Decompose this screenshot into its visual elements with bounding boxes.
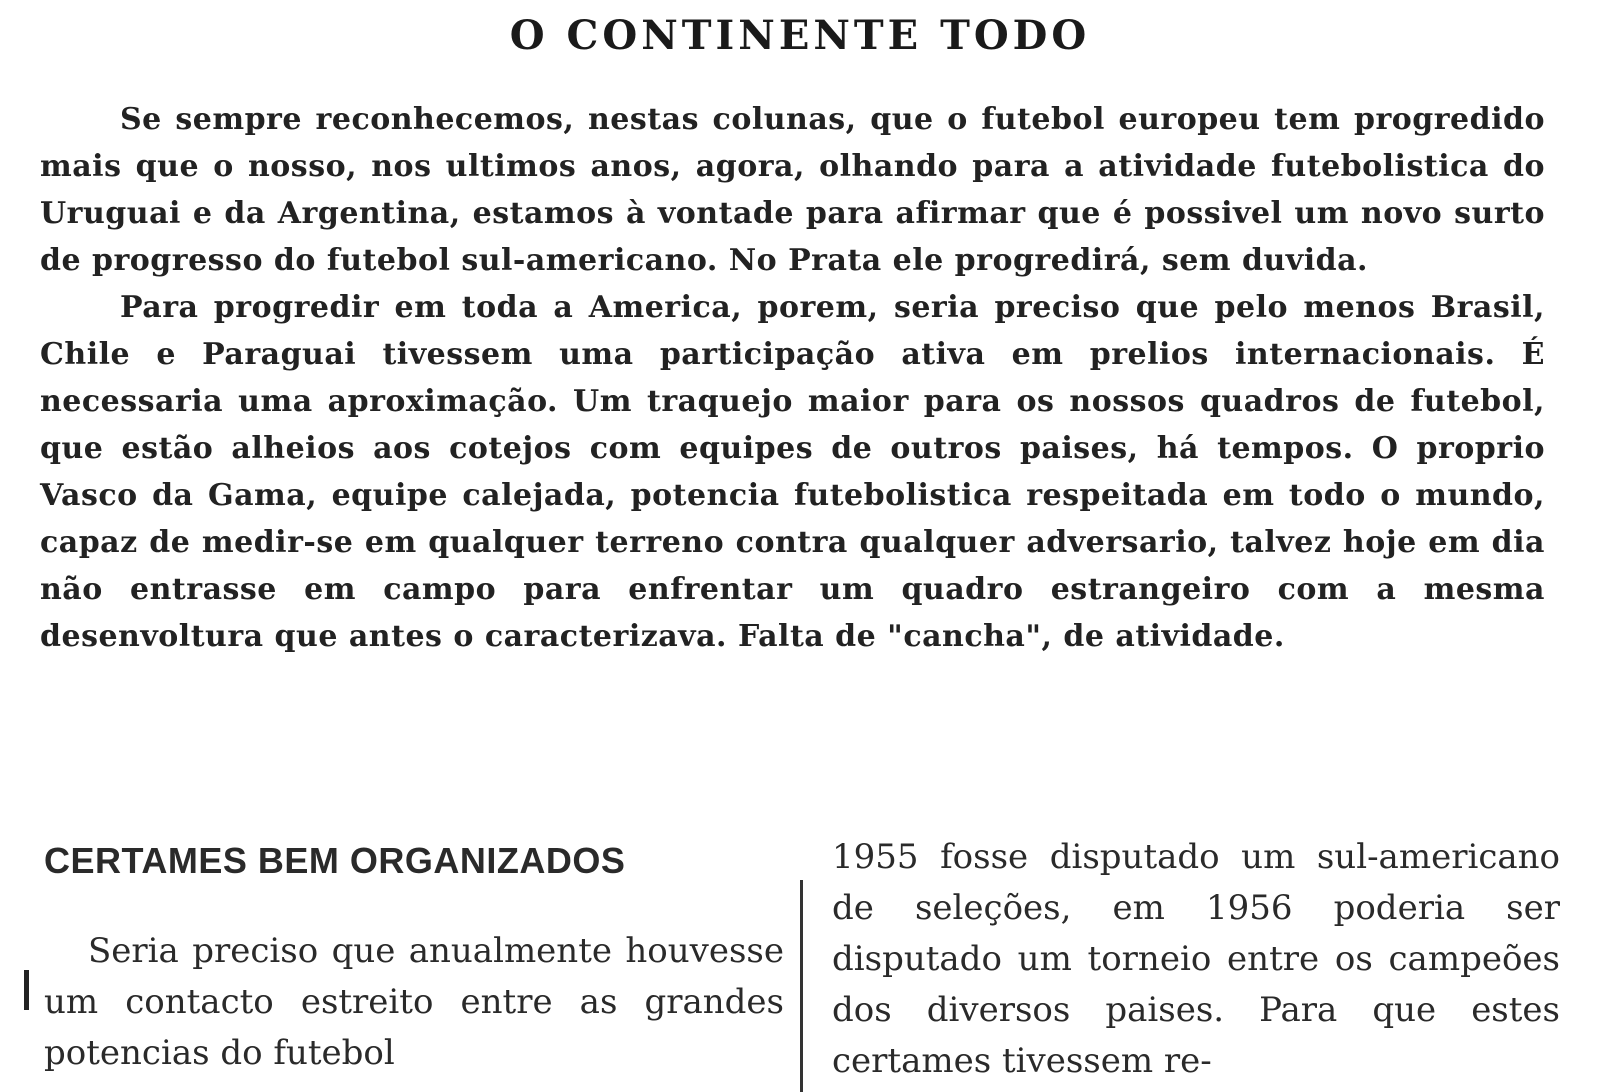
article-paragraph-2: Para progredir em toda a America, porem, seria preciso que pelo menos Brasil, Chile e Paraguai tivessem uma participação ativa em prelios internacionais. É necessaria uma aproximação. Um traquejo maior para os nossos quadros de futebol, que estão alheios aos cotejos com equipes de outros paises, há tempos. O proprio Vasco da Gama, equipe calejada, potencia futebolistica respeitada em todo o mundo, capaz de medir-se em qualquer terreno contra qualquer adversario, talvez hoje em dia não entrasse em campo para enfrentar um quadro estrangeiro com a mesma desenvoltura que antes o caracterizava. Falta de "cancha", de atividade.	[40, 290, 1545, 654]
article-body	[40, 96, 1545, 660]
left-column	[44, 926, 784, 1079]
article-paragraph-1: Se sempre reconhecemos, nestas colunas, que o futebol europeu tem progredido mais que o nosso, nos ultimos anos, agora, olhando para a atividade futebolistica do Uruguai e da Argentina, estamos à vontade para afirmar que é possivel um novo surto de progresso do futebol sul-americano. No Prata ele progredirá, sem duvida.	[40, 102, 1545, 278]
right-column-paragraph: 1955 fosse disputado um sul-americano de seleções, em 1956 poderia ser disputado um torneio entre os campeões dos diversos paises. Para que estes certames tivessem re-	[832, 837, 1560, 1081]
margin-mark	[24, 970, 29, 1010]
article-headline: O CONTINENTE TODO	[509, 12, 1091, 59]
section-subheading: CERTAMES BEM ORGANIZADOS	[44, 840, 626, 881]
left-column-paragraph: Seria preciso que anualmente houvesse um contacto estreito entre as grandes potencias do futebol	[44, 931, 784, 1073]
right-column	[832, 832, 1560, 1087]
column-divider	[800, 880, 803, 1092]
